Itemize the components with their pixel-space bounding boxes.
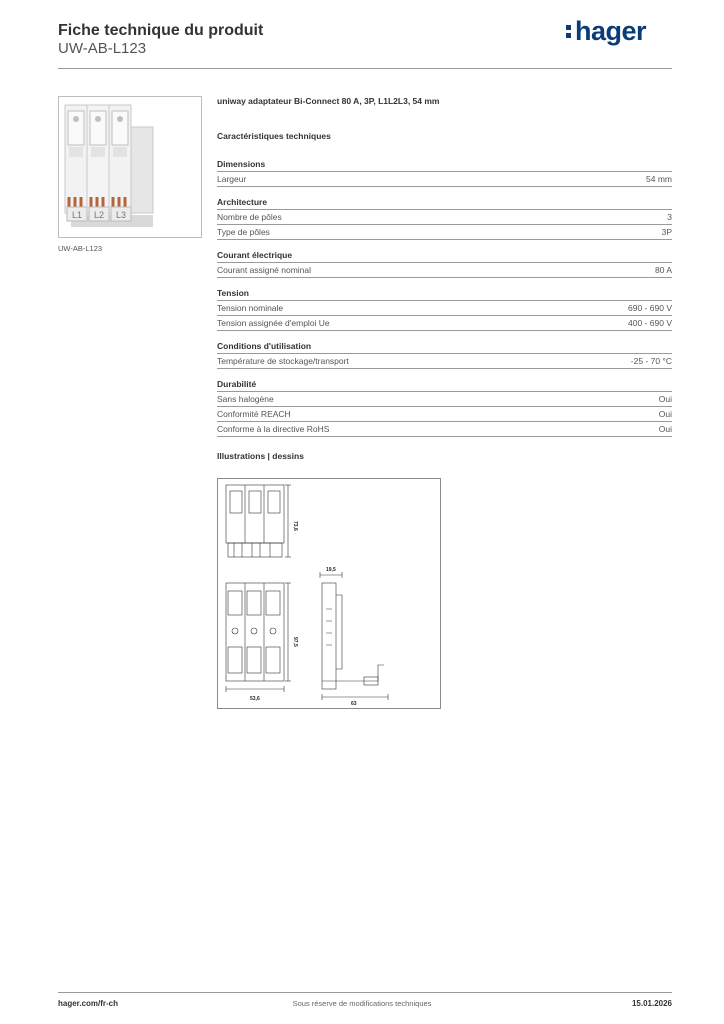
brand-logo bbox=[566, 16, 646, 47]
spec-group-current bbox=[217, 250, 672, 278]
spec-row bbox=[217, 392, 672, 407]
page-title: Fiche technique du produit bbox=[58, 22, 264, 39]
spec-content bbox=[217, 96, 672, 461]
group-title: Durabilité bbox=[217, 379, 672, 392]
footer-date: 15.01.2026 bbox=[631, 999, 672, 1008]
section-title: Caractéristiques techniques bbox=[217, 131, 331, 141]
spec-value: -25 - 70 °C bbox=[630, 356, 672, 366]
side-view bbox=[320, 572, 388, 700]
footer-disclaimer: Sous réserve de modifications techniques bbox=[292, 999, 432, 1008]
spec-label: Tension nominale bbox=[217, 303, 284, 313]
spec-row bbox=[217, 225, 672, 240]
photo-caption: UW-AB-L123 bbox=[58, 244, 103, 253]
front-view bbox=[226, 583, 291, 692]
spec-value: Oui bbox=[658, 394, 672, 404]
spec-group-dimensions bbox=[217, 159, 672, 187]
product-photo bbox=[58, 96, 202, 238]
dim-height-top: 73,6 bbox=[292, 521, 298, 531]
header-divider bbox=[58, 68, 672, 69]
spec-row bbox=[217, 422, 672, 437]
phase-label-l2: L2 bbox=[93, 210, 105, 220]
group-title: Tension bbox=[217, 288, 672, 301]
dim-width-front: 53,6 bbox=[250, 696, 260, 702]
technical-drawing bbox=[217, 478, 441, 709]
spec-value: 54 mm bbox=[646, 174, 672, 184]
product-reference: UW-AB-L123 bbox=[58, 40, 147, 57]
phase-label-l1: L1 bbox=[71, 210, 83, 220]
spec-value: 400 - 690 V bbox=[628, 318, 672, 328]
spec-row bbox=[217, 301, 672, 316]
footer-divider bbox=[58, 992, 672, 993]
spec-value: Oui bbox=[658, 424, 672, 434]
phase-label-l3: L3 bbox=[115, 210, 127, 220]
spec-row bbox=[217, 172, 672, 187]
product-description: uniway adaptateur Bi-Connect 80 A, 3P, L1L2L3, 54 mm bbox=[217, 96, 440, 106]
spec-label: Nombre de pôles bbox=[217, 212, 282, 222]
group-title: Architecture bbox=[217, 197, 672, 210]
spec-label: Conforme à la directive RoHS bbox=[217, 424, 330, 434]
spec-row bbox=[217, 263, 672, 278]
spec-group-conditions bbox=[217, 341, 672, 369]
dim-depth-side: 63 bbox=[351, 701, 357, 707]
top-view bbox=[226, 485, 291, 557]
group-title: Conditions d'utilisation bbox=[217, 341, 672, 354]
drawing-svg bbox=[218, 479, 440, 708]
spec-label: Courant assigné nominal bbox=[217, 265, 312, 275]
group-title: Dimensions bbox=[217, 159, 672, 172]
spec-label: Largeur bbox=[217, 174, 247, 184]
spec-group-architecture bbox=[217, 197, 672, 240]
spec-label: Sans halogène bbox=[217, 394, 274, 404]
spec-label: Température de stockage/transport bbox=[217, 356, 349, 366]
spec-value: 690 - 690 V bbox=[628, 303, 672, 313]
group-title: Courant électrique bbox=[217, 250, 672, 263]
spec-value: 80 A bbox=[654, 265, 672, 275]
spec-row bbox=[217, 407, 672, 422]
spec-value: 3P bbox=[661, 227, 672, 237]
spec-value: Oui bbox=[658, 409, 672, 419]
spec-row bbox=[217, 316, 672, 331]
footer-website-link[interactable]: hager.com/fr-ch bbox=[58, 999, 119, 1008]
brand-name: hager bbox=[575, 16, 647, 46]
product-image bbox=[59, 97, 201, 237]
illustrations-title: Illustrations | dessins bbox=[217, 451, 304, 461]
dim-height-front: 97,5 bbox=[292, 637, 298, 647]
dim-width-side: 19,5 bbox=[326, 567, 336, 573]
spec-row bbox=[217, 210, 672, 225]
spec-value: 3 bbox=[667, 212, 672, 222]
spec-row bbox=[217, 354, 672, 369]
spec-group-voltage bbox=[217, 288, 672, 331]
spec-label: Conformité REACH bbox=[217, 409, 291, 419]
logo-dots-icon bbox=[566, 25, 573, 41]
spec-label: Tension assignée d'emploi Ue bbox=[217, 318, 330, 328]
spec-label: Type de pôles bbox=[217, 227, 270, 237]
spec-group-durability bbox=[217, 379, 672, 437]
